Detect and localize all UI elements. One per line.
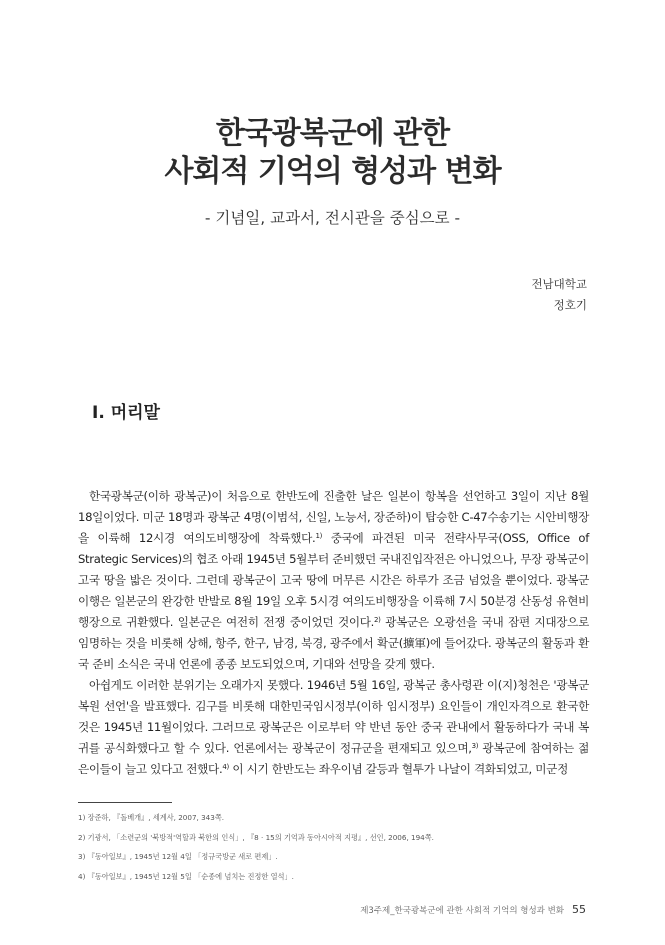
footnote-ref-1: 1) xyxy=(315,532,323,540)
page-footer xyxy=(360,903,586,916)
section-heading: Ⅰ. 머리말 xyxy=(92,403,160,423)
paragraph-text: 중국에 파견된 미국 전략사무국(OSS, Office of Strategic Services)의 협조 아래 1945년 5월부터 준비했던 국내진입작전은 아니었으나, 무장 광복군이 고국 땅을 밟은 것이다. 그런데 광복군이 고국 땅에 머무른 시간은 하루가 조금 넘었을 뿐이었다. 광복군 이행은 일본군의 완강한 반발로 8월 19일 오후 5시경 여의도비행장을 이륙해 7시 50분경 산동성 유현비행장으로 귀환했다. 일본군은 여전히 전쟁 중이었던 것이다. xyxy=(78,531,590,629)
footnote-4: 4) 『동아일보』, 1945년 12월 5일 「순종에 넘치는 진정한 열석」. xyxy=(78,871,294,881)
paragraph-text: 광복군은 오광선을 국내 잠편 지대장으로 임명하는 것을 비롯해 상해, 항주, 한구, 남경, 북경, 광주에서 확군(擴軍)에 들어갔다. 광복군의 활동과 환국 준비 소식은 국내 언론에 종종 보도되었으며, 기대와 선망을 갖게 했다. xyxy=(78,615,589,671)
paragraph-text: 광복군에 참여하는 젊은이들이 늘고 있다고 전했다. xyxy=(78,741,589,776)
footnote-ref-4: 4) xyxy=(222,763,229,771)
paragraph-1 xyxy=(78,486,589,675)
paragraph-2 xyxy=(78,675,589,780)
page-number: 55 xyxy=(572,903,586,916)
paper-subtitle: - 기념일, 교과서, 전시관을 중심으로 - xyxy=(204,209,461,227)
footnote-2: 2) 기광서, 「소련군의 '북방적'역할과 북한의 인식」, 『8 · 15의 기억과 동아시아적 지평』, 선인, 2006, 194쪽. xyxy=(78,832,434,842)
author-name: 정호기 xyxy=(553,298,587,312)
footnote-3: 3) 『동아일보』, 1945년 12월 4일 「정규국방군 새로 편제」. xyxy=(78,852,278,861)
paper-title-line-1: 한국광복군에 관한 xyxy=(215,116,450,151)
paper-title-line-2: 사회적 기억의 형성과 변화 xyxy=(164,154,501,189)
running-title: 제3주제_한국광복군에 관한 사회적 기억의 형성과 변화 xyxy=(360,906,564,916)
author-affiliation: 전남대학교 xyxy=(531,277,587,291)
footnote-ref-2: 2) xyxy=(374,616,381,624)
footnote-ref-3: 3) xyxy=(471,742,479,750)
footnote-1: 1) 장준하, 『돌베개』, 세계사, 2007, 343쪽. xyxy=(78,813,225,822)
paragraph-text: 이 시기 한반도는 좌우이념 갈등과 혈투가 나날이 격화되었고, 미군정 xyxy=(228,762,568,776)
footnote-divider xyxy=(78,802,172,803)
paragraph-text: 한국광복군(이하 광복군)이 처음으로 한반도에 진출한 날은 일본이 항복을 선언하고 3일이 지난 8월 18일이었다. 미군 18명과 광복군 4명(이범석, 신일, 노능서, 장준하)이 탑승한 C-47수송기는 시안비행장을 이륙해 12시경 여의도비행장에 착륙했다. xyxy=(78,489,589,545)
footnotes xyxy=(78,808,598,886)
body-text xyxy=(78,486,589,780)
paragraph-text: 아쉽게도 이러한 분위기는 오래가지 못했다. 1946년 5월 16일, 광복군 총사령관 이(지)청천은 '광복군 복원 선언'을 발표했다. 김구를 비롯해 대한민국임시정부(이하 임시정부) 요인들이 개인자격으로 환국한 것은 1945년 11월이었다. 그러므로 광복군은 이로부터 약 반년 동안 중국 관내에서 활동하다가 국내 복귀를 공식화했다고 할 수 있다. 언론에서는 광복군이 정규군을 편재되고 있으며, xyxy=(78,678,589,755)
